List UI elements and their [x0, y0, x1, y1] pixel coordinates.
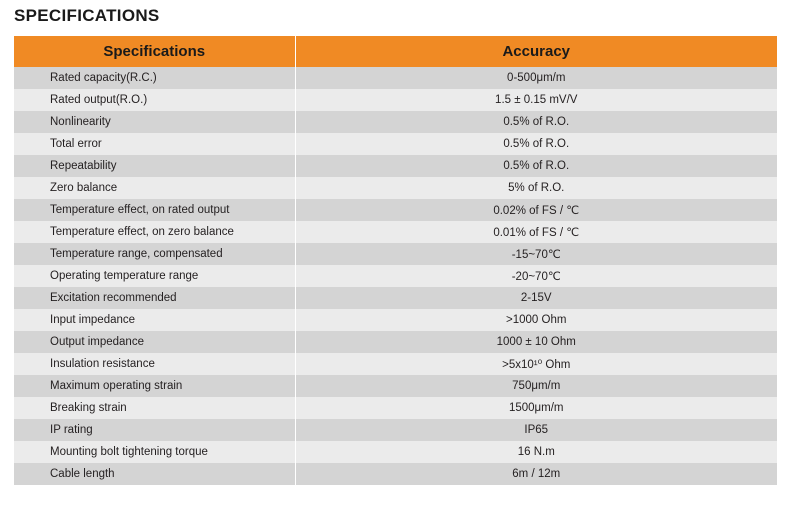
spec-name-cell: Rated output(R.O.) [14, 89, 295, 111]
spec-value-cell: 0.5% of R.O. [295, 155, 777, 177]
page-title: SPECIFICATIONS [14, 6, 160, 25]
table-row [14, 111, 777, 133]
table-row [14, 287, 777, 309]
spec-value-cell: IP65 [295, 419, 777, 441]
spec-value-cell: -20~70℃ [295, 265, 777, 287]
spec-name-cell: Excitation recommended [14, 287, 295, 309]
table-row [14, 397, 777, 419]
spec-value-cell: 16 N.m [295, 441, 777, 463]
spec-name-cell: Total error [14, 133, 295, 155]
spec-value-cell: 1.5 ± 0.15 mV/V [295, 89, 777, 111]
spec-name-cell: Output impedance [14, 331, 295, 353]
table-row [14, 221, 777, 243]
table-row [14, 177, 777, 199]
spec-value-cell: 0.01% of FS / ℃ [295, 221, 777, 243]
spec-name-cell: Maximum operating strain [14, 375, 295, 397]
table-row [14, 419, 777, 441]
spec-value-cell: 6m / 12m [295, 463, 777, 485]
table-row [14, 265, 777, 287]
table-row [14, 309, 777, 331]
spec-name-cell: Rated capacity(R.C.) [14, 67, 295, 89]
table-header-row [14, 36, 777, 67]
spec-value-cell: 0.5% of R.O. [295, 111, 777, 133]
spec-value-cell: 0.02% of FS / ℃ [295, 199, 777, 221]
table-row [14, 331, 777, 353]
spec-value-cell: >1000 Ohm [295, 309, 777, 331]
spec-value-cell: -15~70℃ [295, 243, 777, 265]
spec-name-cell: Nonlinearity [14, 111, 295, 133]
table-row [14, 89, 777, 111]
spec-name-cell: Repeatability [14, 155, 295, 177]
table-row [14, 133, 777, 155]
table-row [14, 67, 777, 89]
spec-value-cell: 5% of R.O. [295, 177, 777, 199]
spec-value-cell: 0-500μm/m [295, 67, 777, 89]
spec-name-cell: Temperature effect, on zero balance [14, 221, 295, 243]
spec-name-cell: Temperature range, compensated [14, 243, 295, 265]
specifications-table [14, 36, 777, 485]
table-row [14, 375, 777, 397]
table-row [14, 199, 777, 221]
spec-value-cell: 1000 ± 10 Ohm [295, 331, 777, 353]
spec-name-cell: Cable length [14, 463, 295, 485]
spec-name-cell: Insulation resistance [14, 353, 295, 375]
spec-name-cell: Input impedance [14, 309, 295, 331]
spec-value-cell: >5x10¹⁰ Ohm [295, 353, 777, 375]
spec-name-cell: Temperature effect, on rated output [14, 199, 295, 221]
table-row [14, 353, 777, 375]
column-header-specifications: Specifications [14, 36, 295, 67]
spec-name-cell: IP rating [14, 419, 295, 441]
spec-name-cell: Operating temperature range [14, 265, 295, 287]
spec-value-cell: 2-15V [295, 287, 777, 309]
spec-name-cell: Mounting bolt tightening torque [14, 441, 295, 463]
table-row [14, 155, 777, 177]
spec-name-cell: Zero balance [14, 177, 295, 199]
spec-value-cell: 1500μm/m [295, 397, 777, 419]
table-body [14, 67, 777, 485]
spec-value-cell: 0.5% of R.O. [295, 133, 777, 155]
table-row [14, 243, 777, 265]
spec-value-cell: 750μm/m [295, 375, 777, 397]
table-row [14, 463, 777, 485]
column-header-accuracy: Accuracy [295, 36, 777, 67]
table-row [14, 441, 777, 463]
spec-name-cell: Breaking strain [14, 397, 295, 419]
